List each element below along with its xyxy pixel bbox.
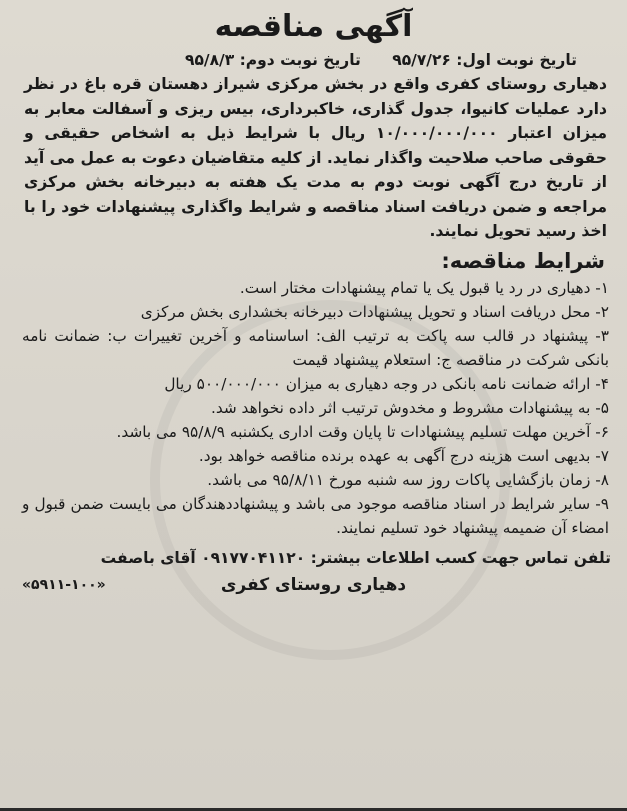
condition-item: ۶- آخرین مهلت تسلیم پیشنهادات تا پایان وقت اداری یکشنبه ۹۵/۸/۹ می باشد. <box>116 422 609 441</box>
signature: دهیاری روستای کفری <box>220 574 407 595</box>
condition-item: ۸- زمان بازگشایی پاکات روز سه شنبه مورخ ۹۵/۸/۱۱ می باشد. <box>207 470 609 489</box>
notice-intro: دهیاری روستای کفری واقع در بخش مرکزی شیراز دهستان قره باغ در نظر دارد عملیات کانیوا، جدول گذاری، خاکبرداری، بیس ریزی و آسفالت معابر به میزان اعتبار ۱۰/۰۰۰/۰۰۰/۰۰۰ ریال با شرایط ذیل به اشخاص حقیقی و حقوقی صاحب صلاحیت واگذار نماید. از کلیه متقاضیان دعوت به عمل می آید از تاریخ درج آگهی نوبت دوم به مدت یک هفته به دبیرخانه بخش مرکزی مراجعه و ضمن دریافت اسناد مناقصه و شرایط واگذاری پیشنهادات خود را با اخذ رسید تحویل نمایند. <box>24 75 608 240</box>
notice-dates <box>14 48 613 72</box>
ad-code: «۵۹۱۱-۱۰۰» <box>22 576 106 593</box>
condition-item: ۲- محل دریافت اسناد و تحویل پیشنهادات دبیرخانه بخشداری بخش مرکزی <box>140 302 609 321</box>
conditions-heading: شرایط مناقصه: <box>441 248 605 273</box>
condition-item: ۹- سایر شرایط در اسناد مناقصه موجود می باشد و پیشنهاددهندگان می بایست ضمن قبول و امضاء آن ضمیمه پیشنهاد خود تسلیم نمایند. <box>22 494 609 537</box>
condition-item: ۴- ارائه ضمانت نامه بانکی در وجه دهیاری به میزان ۵۰۰/۰۰۰/۰۰۰ ریال <box>164 374 609 393</box>
condition-item: ۱- دهیاری در رد یا قبول یک یا تمام پیشنهادات مختار است. <box>239 278 609 297</box>
signature-row <box>14 572 613 598</box>
condition-item: ۵- به پیشنهادات مشروط و مخدوش ترتیب اثر داده نخواهد شد. <box>210 398 609 417</box>
first-date: تاریخ نوبت اول: ۹۵/۷/۲۶ <box>392 51 577 69</box>
condition-item: ۷- بدیهی است هزینه درج آگهی به عهده برنده مناقصه خواهد بود. <box>198 446 609 465</box>
notice-title: آگهی مناقصه <box>214 9 413 44</box>
contact-info: تلفن تماس جهت کسب اطلاعات بیشتر: ۰۹۱۷۷۰۴۱۱۲۰ آقای باصفت <box>100 548 611 567</box>
conditions-list <box>14 276 613 540</box>
condition-item: ۳- پیشنهاد در قالب سه پاکت به ترتیب الف: اساسنامه و آخرین تغییرات ب: ضمانت نامه بانکی شرکت در مناقصه ج: استعلام پیشنهاد قیمت <box>22 326 609 369</box>
second-date: تاریخ نوبت دوم: ۹۵/۸/۳ <box>185 51 361 69</box>
